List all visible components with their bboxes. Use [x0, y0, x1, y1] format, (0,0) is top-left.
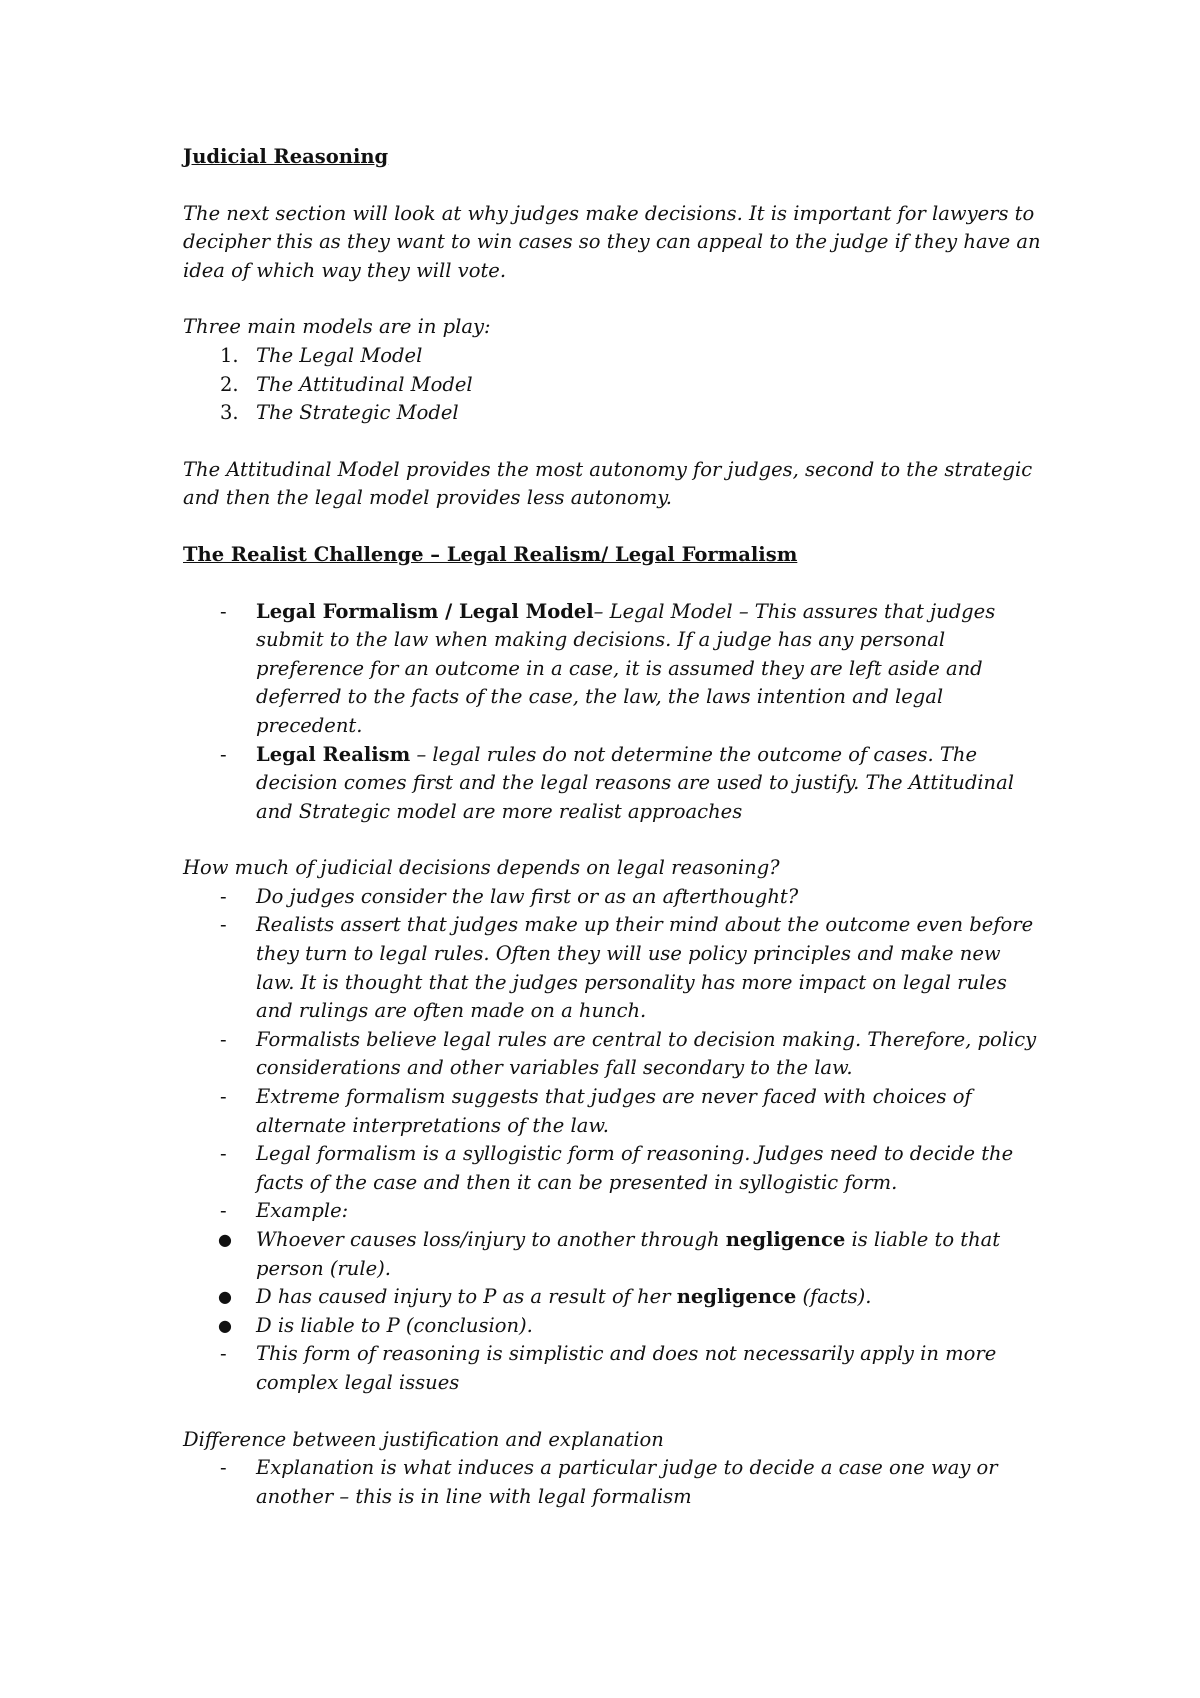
- term-negligence: negligence: [676, 1285, 797, 1309]
- list-item: [183, 741, 1043, 827]
- term-legal-formalism: Legal Formalism / Legal Model: [256, 599, 594, 623]
- dash-marker: -: [220, 1342, 227, 1366]
- list-number: 2.: [220, 372, 239, 396]
- list-item-text: Do judges consider the law first or as an afterthought?: [256, 884, 799, 908]
- list-item-text: D has caused injury to P as a result of her: [256, 1285, 677, 1309]
- models-lead: Three main models are in play:: [183, 315, 491, 339]
- list-item-text: Realists assert that judges make up their mind about the outcome even before they turn to legal rules. Often they will use policy principles and make new law. It is thought that the judges personality has more impact on legal rules and rulings are often made on a hunch.: [256, 913, 1034, 1023]
- list-item-text: is liable to that person (rule).: [256, 1228, 1001, 1280]
- list-number: 3.: [220, 401, 239, 425]
- difference-heading: Difference between justification and explanation: [183, 1427, 664, 1451]
- term-legal-realism: Legal Realism: [256, 742, 411, 766]
- dash-marker: -: [220, 1142, 227, 1166]
- document-body: [183, 143, 1043, 1511]
- dash-marker: -: [220, 1199, 227, 1223]
- list-item-text: The Strategic Model: [256, 401, 459, 425]
- reasoning-list: [183, 883, 1043, 1398]
- dash-marker: -: [220, 1456, 227, 1480]
- list-item-text: The Attitudinal Model: [256, 372, 473, 396]
- list-item: [183, 598, 1043, 741]
- list-item-text: This form of reasoning is simplistic and does not necessarily apply in more complex legal issues: [256, 1342, 997, 1394]
- list-item-text: (facts).: [796, 1285, 872, 1309]
- intro-paragraph: The next section will look at why judges make decisions. It is important for lawyers to decipher this as they want to win cases so they can appeal to the judge if they have an idea of which way they will vote.: [183, 201, 1041, 282]
- list-item-text: D is liable to P (conclusion).: [256, 1313, 533, 1337]
- list-item: [183, 1454, 1043, 1511]
- reasoning-question: How much of judicial decisions depends on legal reasoning?: [183, 856, 780, 880]
- list-item: [183, 399, 1043, 428]
- list-item: [183, 1083, 1043, 1140]
- dash-marker: -: [220, 884, 227, 908]
- list-item: [183, 1026, 1043, 1083]
- list-item: [183, 1197, 1043, 1226]
- term-negligence: negligence: [725, 1228, 846, 1251]
- bullet-icon: ●: [218, 1287, 232, 1307]
- list-item-text: Extreme formalism suggests that judges are never faced with choices of alternate interpretations of the law.: [256, 1085, 972, 1137]
- document-title: Judicial Reasoning: [183, 145, 389, 168]
- dash-marker: -: [220, 1027, 227, 1051]
- dash-marker: -: [220, 1085, 227, 1109]
- list-item: [183, 1140, 1043, 1197]
- difference-list: [183, 1454, 1043, 1511]
- list-item-text: Explanation is what induces a particular judge to decide a case one way or another – this is in line with legal formalism: [256, 1456, 998, 1508]
- list-item-text: – legal rules do not determine the outcome of cases. The decision comes first and the legal reasons are used to justify. The Attitudinal and Strategic model are more realist approaches: [256, 742, 1014, 823]
- dash-marker: -: [220, 742, 227, 766]
- list-number: 1.: [220, 343, 239, 367]
- list-item: [183, 883, 1043, 912]
- bullet-icon: ●: [218, 1315, 232, 1335]
- list-item: [183, 342, 1043, 371]
- list-item: [183, 1340, 1043, 1397]
- models-list: [183, 342, 1043, 428]
- list-item: [183, 1283, 1043, 1312]
- list-item-text: The Legal Model: [256, 343, 423, 367]
- list-item: [183, 1312, 1043, 1341]
- section-heading-realist-challenge: The Realist Challenge – Legal Realism/ Legal Formalism: [183, 542, 798, 566]
- autonomy-paragraph: The Attitudinal Model provides the most autonomy for judges, second to the strategic and then the legal model provides less autonomy.: [183, 457, 1033, 510]
- bullet-icon: ●: [218, 1230, 232, 1249]
- list-item: [183, 1226, 1043, 1283]
- list-item-text: – Legal Model – This assures that judges submit to the law when making decisions. If a judge has any personal preference for an outcome in a case, it is assumed they are left aside and deferred to the facts of the case, the law, the laws intention and legal precedent.: [256, 599, 996, 737]
- dash-marker: -: [220, 599, 227, 623]
- list-item: [183, 911, 1043, 1025]
- list-item-text: Example:: [256, 1199, 349, 1223]
- realist-list: [183, 598, 1043, 827]
- list-item-text: Whoever causes loss/injury to another through: [256, 1228, 726, 1251]
- list-item-text: Legal formalism is a syllogistic form of reasoning. Judges need to decide the facts of the case and then it can be presented in syllogistic form.: [256, 1142, 1014, 1194]
- list-item: [183, 371, 1043, 400]
- dash-marker: -: [220, 913, 227, 937]
- list-item-text: Formalists believe legal rules are central to decision making. Therefore, policy considerations and other variables fall secondary to the law.: [256, 1027, 1037, 1080]
